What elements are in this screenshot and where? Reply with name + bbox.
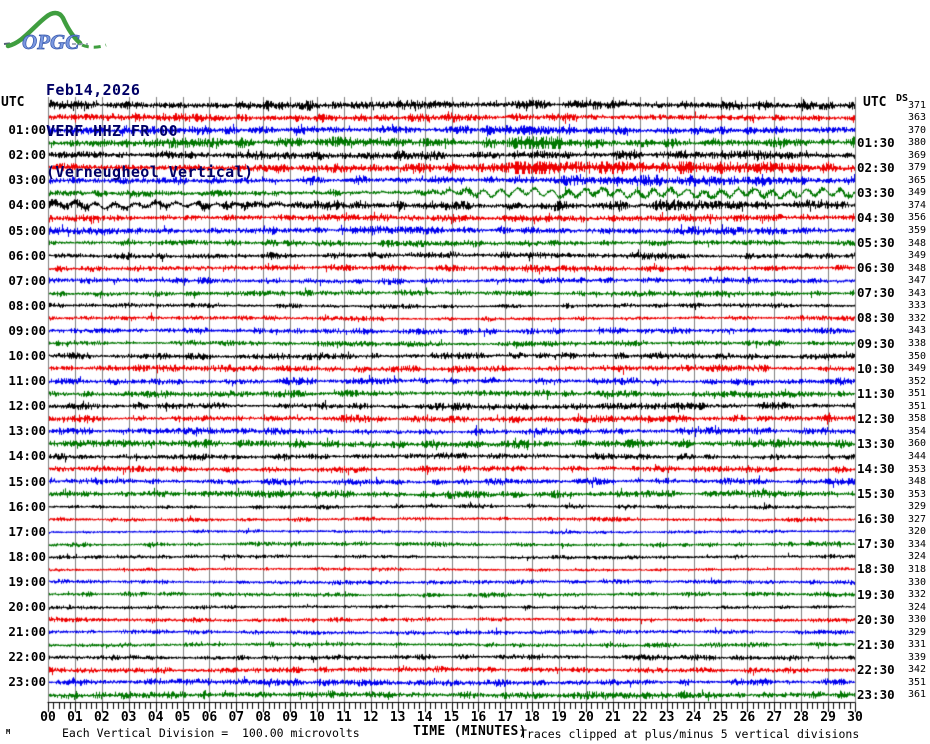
right-halfhour-label: 13:30 (857, 435, 895, 451)
left-hour-label: 09:00 (8, 322, 46, 338)
x-minute-label: 01 (67, 710, 83, 725)
left-hour-label: 01:00 (8, 122, 46, 138)
right-halfhour-label: 16:30 (857, 511, 895, 527)
right-halfhour-label: 05:30 (857, 235, 895, 251)
trace-amplitude-value: 324 (907, 551, 926, 563)
x-minute-label: 23 (658, 710, 675, 725)
trace-amplitude-value: 332 (907, 589, 926, 601)
trace-amplitude-value: 352 (907, 375, 926, 387)
x-minute-label: 06 (201, 710, 218, 725)
right-halfhour-label: 03:30 (857, 184, 895, 200)
x-minute-label: 24 (685, 710, 702, 725)
right-halfhour-label: 04:30 (857, 209, 895, 225)
left-hour-label: 10:00 (8, 348, 46, 364)
trace-amplitude-value: 360 (907, 438, 926, 450)
utc-label-right: UTC (863, 95, 887, 110)
x-minute-label: 08 (255, 710, 272, 725)
trace-amplitude-value: 320 (907, 526, 926, 538)
right-halfhour-label: 15:30 (857, 486, 895, 502)
x-minute-label: 30 (847, 710, 863, 725)
trace-amplitude-value: 353 (907, 463, 926, 475)
x-minute-label: 13 (389, 710, 406, 725)
left-hour-label: 06:00 (8, 247, 46, 263)
trace-amplitude-value: 354 (907, 425, 926, 437)
x-minute-label: 21 (605, 710, 621, 725)
trace-amplitude-value: 353 (907, 488, 926, 500)
right-halfhour-label: 06:30 (857, 260, 895, 276)
x-axis-title: TIME (MINUTES) (413, 724, 527, 739)
right-halfhour-label: 02:30 (857, 159, 895, 175)
right-halfhour-label: 08:30 (857, 310, 895, 326)
amplitude-column-header: DS (896, 93, 909, 104)
x-minute-label: 25 (712, 710, 729, 725)
header-station-name: (Verneugheol Vertical) (46, 163, 254, 182)
x-minute-label: 20 (578, 710, 594, 725)
opgc-logo (2, 3, 120, 57)
trace-amplitude-value: 349 (907, 363, 926, 375)
trace-amplitude-value: 365 (907, 174, 926, 186)
trace-amplitude-value: 351 (907, 676, 926, 688)
x-minute-label: 18 (524, 710, 541, 725)
trace-amplitude-value: 334 (907, 538, 926, 550)
left-hour-label: 16:00 (8, 498, 46, 514)
trace-amplitude-value: 332 (907, 312, 926, 324)
right-halfhour-label: 09:30 (857, 335, 895, 351)
left-hour-label: 14:00 (8, 448, 46, 464)
trace-amplitude-value: 330 (907, 614, 926, 626)
logo-tail-dashes (82, 45, 106, 47)
trace-amplitude-value: 331 (907, 639, 926, 651)
right-halfhour-label: 22:30 (857, 661, 895, 677)
header-station: VERF HHZ FR 00 (46, 121, 179, 140)
x-minute-label: 05 (174, 710, 191, 725)
right-halfhour-label: 12:30 (857, 410, 895, 426)
left-hour-label: 11:00 (8, 373, 46, 389)
x-minute-label: 02 (93, 710, 110, 725)
left-hour-label: 19:00 (8, 574, 46, 589)
trace-amplitude-value: 343 (907, 325, 926, 337)
x-minute-label: 16 (470, 710, 487, 725)
trace-amplitude-value: 359 (907, 225, 926, 237)
right-halfhour-label: 23:30 (857, 686, 895, 702)
x-minute-label: 14 (416, 710, 433, 725)
plot-header (46, 56, 253, 208)
left-hour-label: 04:00 (8, 197, 46, 213)
trace-amplitude-value: 349 (907, 250, 926, 262)
trace-amplitude-value: 371 (907, 99, 926, 111)
trace-amplitude-value: 347 (907, 275, 926, 287)
trace-amplitude-value: 343 (907, 287, 926, 299)
x-minute-label: 15 (443, 710, 460, 725)
trace-amplitude-value: 344 (907, 450, 926, 462)
left-hour-label: 02:00 (8, 147, 46, 163)
x-minute-label: 28 (793, 710, 810, 725)
trace-amplitude-value: 333 (907, 300, 926, 312)
trace-amplitude-value: 342 (907, 664, 926, 676)
left-hour-label: 20:00 (8, 599, 46, 615)
x-minute-label: 10 (309, 710, 325, 725)
left-hour-label: 21:00 (8, 624, 46, 640)
right-halfhour-label: 21:30 (857, 636, 895, 652)
x-minute-label: 22 (631, 710, 648, 725)
trace-amplitude-value: 329 (907, 626, 926, 638)
left-hour-label: 23:00 (8, 674, 46, 690)
trace-amplitude-value: 348 (907, 237, 926, 249)
x-minute-label: 11 (336, 710, 352, 725)
x-minute-label: 09 (282, 710, 298, 725)
trace-amplitude-value: 358 (907, 413, 926, 425)
trace-amplitude-value: 350 (907, 350, 926, 362)
x-minute-label: 00 (40, 710, 56, 725)
right-halfhour-label: 20:30 (857, 611, 895, 627)
left-hour-label: 05:00 (8, 222, 46, 238)
trace-amplitude-value: 379 (907, 162, 926, 174)
x-minute-label: 27 (766, 710, 783, 725)
x-minute-label: 07 (228, 710, 245, 725)
right-halfhour-label: 17:30 (857, 536, 895, 552)
left-hour-label: 03:00 (8, 172, 46, 188)
trace-amplitude-value: 338 (907, 338, 926, 349)
right-halfhour-label: 18:30 (857, 561, 895, 577)
trace-amplitude-value: 327 (907, 513, 926, 525)
left-hour-label: 18:00 (8, 548, 46, 564)
left-hour-label: 22:00 (8, 649, 46, 665)
trace-amplitude-value: 349 (907, 187, 926, 199)
x-minute-label: 03 (120, 710, 137, 725)
right-halfhour-label: 01:30 (857, 134, 895, 150)
left-hour-label: 08:00 (8, 297, 46, 313)
trace-amplitude-value: 361 (907, 689, 926, 701)
x-minute-label: 17 (497, 710, 514, 725)
trace-amplitude-value: 351 (907, 400, 926, 412)
right-halfhour-label: 11:30 (857, 385, 895, 401)
trace-amplitude-value: 351 (907, 388, 926, 400)
x-minute-label: 26 (739, 710, 756, 725)
right-halfhour-label: 19:30 (857, 586, 895, 602)
x-minute-label: 04 (147, 710, 164, 725)
utc-label-left: UTC (1, 95, 25, 110)
left-hour-label: 15:00 (8, 473, 46, 489)
logo-text: OPGC (22, 30, 80, 54)
trace-amplitude-value: 348 (907, 476, 926, 488)
x-minute-label: 29 (820, 710, 836, 725)
trace-amplitude-value: 380 (907, 137, 926, 149)
right-halfhour-label: 07:30 (857, 285, 895, 301)
header-date: Feb14,2026 (46, 80, 141, 99)
trace-amplitude-value: 339 (907, 651, 926, 663)
footer-clip-text: Traces clipped at plus/minus 5 vertical divisions (520, 727, 860, 741)
left-hour-label: 13:00 (8, 423, 46, 439)
trace-amplitude-value: 374 (907, 199, 926, 211)
right-halfhour-label: 14:30 (857, 461, 895, 477)
right-halfhour-label: 10:30 (857, 360, 895, 376)
trace-amplitude-value: 369 (907, 149, 926, 161)
trace-amplitude-value: 370 (907, 124, 926, 136)
x-minute-label: 19 (551, 710, 567, 725)
trace-amplitude-value: 363 (907, 112, 926, 124)
trace-amplitude-value: 324 (907, 601, 926, 613)
x-minute-label: 12 (362, 710, 379, 725)
left-hour-label: 07:00 (8, 272, 46, 288)
trace-amplitude-value: 330 (907, 576, 926, 588)
trace-amplitude-value: 329 (907, 501, 926, 513)
footer-corner-glyph: M (6, 728, 11, 736)
left-hour-label: 12:00 (8, 398, 46, 414)
trace-amplitude-value: 356 (907, 212, 926, 224)
left-hour-label: 17:00 (8, 523, 46, 539)
footer-scale-text: Each Vertical Division = 100.00 microvolts (62, 726, 360, 740)
trace-amplitude-value: 348 (907, 262, 926, 274)
trace-amplitude-value: 318 (907, 563, 926, 575)
